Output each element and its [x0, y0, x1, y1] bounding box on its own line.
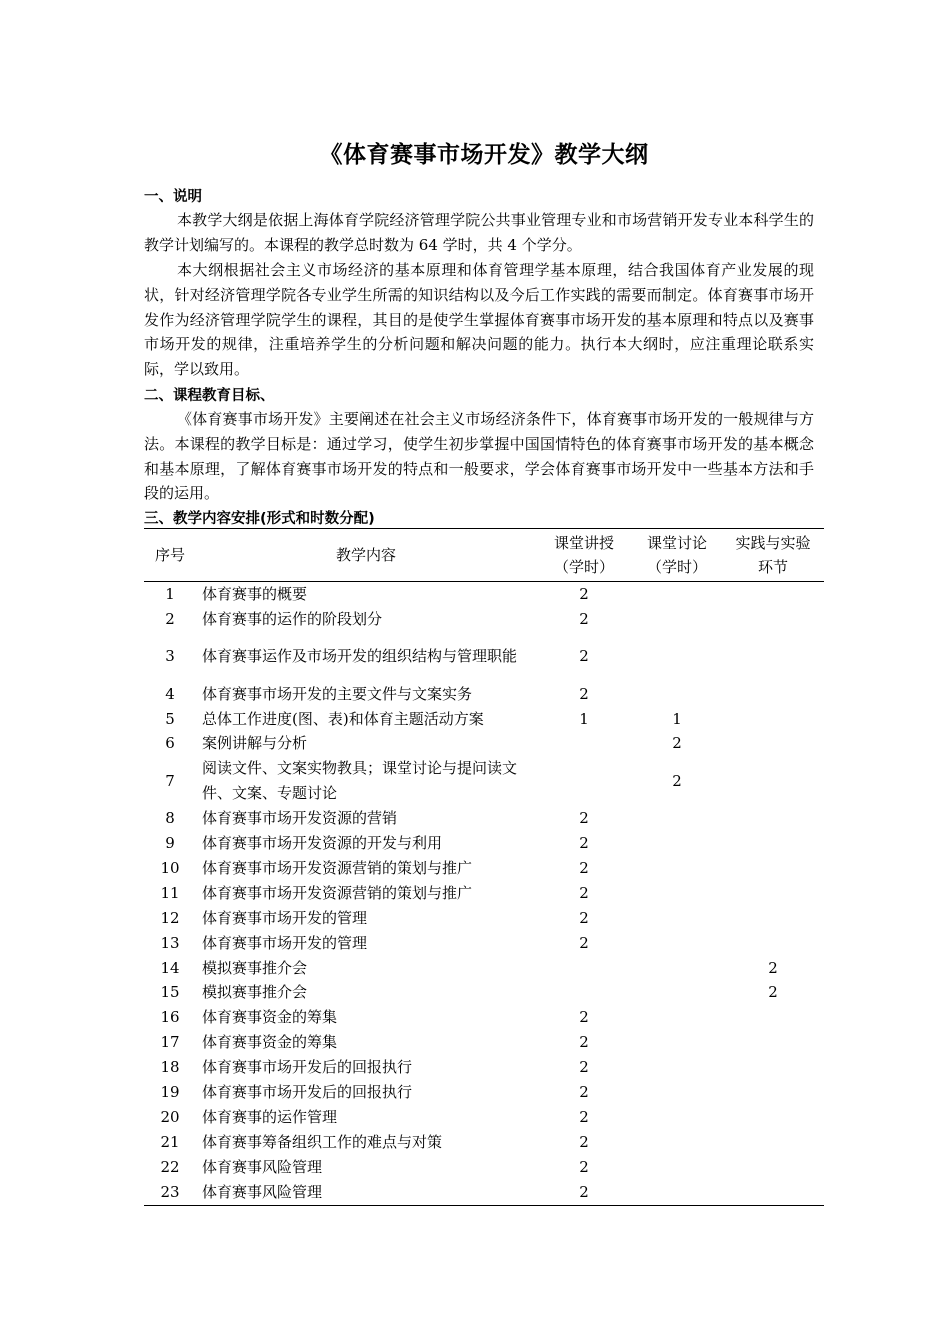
row-practice-hours [722, 607, 824, 632]
row-number: 21 [160, 1132, 180, 1151]
row-discussion-hours: 2 [672, 734, 682, 753]
table-row [144, 707, 824, 732]
table-row [144, 1180, 824, 1205]
row-practice-hours [722, 931, 824, 956]
row-discussion-hours [632, 632, 722, 682]
row-discussion-hours [632, 856, 722, 881]
row-practice-hours [722, 1080, 824, 1105]
table-row [144, 1055, 824, 1080]
row-discussion-hours [632, 931, 722, 956]
row-content: 体育赛事资金的筹集 [202, 1033, 338, 1052]
row-number: 11 [160, 883, 180, 902]
section-3-heading: 三、教学内容安排(形式和时数分配) [144, 511, 375, 527]
row-discussion-hours [632, 582, 722, 607]
row-practice-hours [722, 1055, 824, 1080]
row-discussion-hours [632, 956, 722, 981]
row-content: 体育赛事市场开发的管理 [202, 933, 368, 952]
table-row [144, 806, 824, 831]
row-number: 10 [160, 858, 180, 877]
row-content: 体育赛事市场开发后的回报执行 [202, 1083, 413, 1102]
row-lecture-hours: 2 [579, 834, 589, 853]
row-content: 阅读文件、文案实物教具；课堂讨论与提问读文件、文案、专题讨论 [202, 759, 518, 803]
row-number: 5 [165, 709, 175, 728]
table-row [144, 1155, 824, 1180]
header-lecture [536, 529, 632, 582]
row-content: 体育赛事市场开发的主要文件与文案实务 [202, 684, 473, 703]
row-lecture-hours: 2 [579, 684, 589, 703]
table-row [144, 956, 824, 981]
row-content: 体育赛事市场开发资源营销的策划与推广 [202, 883, 473, 902]
row-content: 体育赛事市场开发资源的营销 [202, 809, 398, 828]
row-practice-hours [722, 582, 824, 607]
row-lecture-hours: 2 [579, 933, 589, 952]
row-lecture-hours: 2 [579, 609, 589, 628]
row-number: 12 [160, 908, 180, 927]
table-row [144, 856, 824, 881]
row-number: 4 [165, 684, 175, 703]
row-lecture-hours: 2 [579, 1083, 589, 1102]
row-number: 20 [160, 1108, 180, 1127]
row-discussion-hours [632, 1105, 722, 1130]
section-2-heading: 二、课程教育目标、 [144, 388, 275, 404]
row-lecture-hours: 2 [579, 1132, 589, 1151]
header-practice-label: 实践与实验 [735, 534, 811, 552]
row-content: 体育赛事筹备组织工作的难点与对策 [202, 1132, 443, 1151]
table-row [144, 1105, 824, 1130]
row-lecture-hours [536, 731, 632, 756]
row-content: 案例讲解与分析 [202, 734, 308, 753]
schedule-table [144, 528, 824, 1206]
row-content: 体育赛事资金的筹集 [202, 1008, 338, 1027]
table-row [144, 582, 824, 607]
row-practice-hours: 2 [768, 958, 778, 977]
row-discussion-hours [632, 906, 722, 931]
row-practice-hours [722, 731, 824, 756]
row-lecture-hours: 2 [579, 883, 589, 902]
row-content: 体育赛事市场开发资源的开发与利用 [202, 834, 443, 853]
row-number: 17 [160, 1033, 180, 1052]
row-practice-hours [722, 856, 824, 881]
row-practice-hours [722, 806, 824, 831]
row-lecture-hours: 2 [579, 809, 589, 828]
row-discussion-hours [632, 1030, 722, 1055]
header-practice [722, 529, 824, 582]
row-content: 体育赛事的概要 [202, 585, 308, 603]
row-content: 总体工作进度(图、表)和体育主题活动方案 [202, 709, 484, 728]
row-practice-hours [722, 1105, 824, 1130]
table-body [144, 582, 824, 1206]
row-content: 体育赛事运作及市场开发的组织结构与管理职能 [202, 647, 518, 666]
table-row [144, 831, 824, 856]
row-content: 体育赛事的运作管理 [202, 1108, 338, 1127]
header-no: 序号 [144, 529, 196, 582]
row-lecture-hours: 2 [579, 1058, 589, 1077]
row-number: 7 [165, 771, 175, 790]
row-practice-hours [722, 682, 824, 707]
row-number: 19 [160, 1083, 180, 1102]
header-lecture-unit: （学时） [553, 558, 614, 576]
table-row [144, 1005, 824, 1030]
row-discussion-hours [632, 607, 722, 632]
row-content: 体育赛事风险管理 [202, 1157, 323, 1176]
row-number: 8 [165, 809, 175, 828]
row-discussion-hours [632, 1155, 722, 1180]
row-discussion-hours: 1 [672, 709, 682, 728]
row-lecture-hours: 2 [579, 1182, 589, 1201]
section-1-heading: 一、说明 [144, 189, 202, 205]
row-lecture-hours: 2 [579, 858, 589, 877]
table-row [144, 980, 824, 1005]
row-number: 3 [165, 647, 175, 666]
row-practice-hours [722, 881, 824, 906]
row-practice-hours [722, 831, 824, 856]
row-discussion-hours [632, 980, 722, 1005]
row-content: 模拟赛事推介会 [202, 983, 308, 1002]
section-2-paragraph-1: 《体育赛事市场开发》主要阐述在社会主义市场经济条件下，体育赛事市场开发的一般规律与方法。本课程的教学目标是：通过学习，使学生初步掌握中国国情特色的体育赛事市场开发的基本概念和基本原理，了解体育赛事市场开发的特点和一般要求，学会体育赛事市场开发中一些基本方法和手段的运用。 [144, 410, 814, 503]
row-number: 2 [165, 609, 175, 628]
row-practice-hours [722, 1180, 824, 1205]
row-number: 16 [160, 1008, 180, 1027]
table-row [144, 1130, 824, 1155]
table-row [144, 632, 824, 682]
row-lecture-hours: 2 [579, 908, 589, 927]
row-number: 18 [160, 1058, 180, 1077]
row-lecture-hours: 2 [579, 1157, 589, 1176]
row-lecture-hours: 2 [579, 1033, 589, 1052]
row-lecture-hours [536, 756, 632, 806]
row-lecture-hours: 2 [579, 1108, 589, 1127]
row-discussion-hours [632, 1055, 722, 1080]
row-discussion-hours [632, 682, 722, 707]
header-discussion-label: 课堂讨论 [646, 534, 707, 552]
row-content: 体育赛事风险管理 [202, 1182, 323, 1201]
row-lecture-hours [536, 956, 632, 981]
row-number: 1 [165, 585, 175, 603]
row-number: 22 [160, 1157, 180, 1176]
section-1-paragraph-2: 本大纲根据社会主义市场经济的基本原理和体育管理学基本原理，结合我国体育产业发展的现状，针对经济管理学院各专业学生所需的知识结构以及今后工作实践的需要而制定。体育赛事市场开发作为经济管理学院学生的课程，其目的是使学生掌握体育赛事市场开发的基本原理和特点以及赛事市场开发的规律，注重培养学生的分析问题和解决问题的能力。执行本大纲时，应注重理论联系实际，学以致用。 [144, 261, 814, 379]
table-header-row [144, 529, 824, 582]
header-discussion-unit: （学时） [646, 558, 707, 576]
row-discussion-hours [632, 1080, 722, 1105]
row-lecture-hours: 1 [579, 709, 589, 728]
row-practice-hours [722, 1155, 824, 1180]
section-1-paragraph-1: 本教学大纲是依据上海体育学院经济管理学院公共事业管理专业和市场营销开发专业本科学生的教学计划编写的。本课程的教学总时数为 64 学时，共 4 个学分。 [144, 211, 814, 254]
row-discussion-hours [632, 881, 722, 906]
row-practice-hours [722, 1130, 824, 1155]
row-content: 体育赛事市场开发后的回报执行 [202, 1058, 413, 1077]
row-practice-hours [722, 1030, 824, 1055]
table-row [144, 607, 824, 632]
page-title: 《体育赛事市场开发》教学大纲 [319, 142, 649, 168]
row-content: 体育赛事市场开发资源营销的策划与推广 [202, 858, 473, 877]
row-number: 6 [165, 734, 175, 753]
table-row [144, 931, 824, 956]
row-practice-hours [722, 756, 824, 806]
row-practice-hours [722, 1005, 824, 1030]
row-number: 14 [160, 958, 180, 977]
row-lecture-hours [536, 980, 632, 1005]
header-practice-unit: 环节 [757, 558, 788, 576]
row-content: 模拟赛事推介会 [202, 958, 308, 977]
table-row [144, 756, 824, 806]
row-practice-hours [722, 906, 824, 931]
row-number: 13 [160, 933, 180, 952]
table-row [144, 731, 824, 756]
header-discussion [632, 529, 722, 582]
row-practice-hours [722, 632, 824, 682]
table-row [144, 881, 824, 906]
row-number: 15 [160, 983, 180, 1002]
row-discussion-hours [632, 1130, 722, 1155]
row-lecture-hours: 2 [579, 1008, 589, 1027]
row-discussion-hours [632, 1005, 722, 1030]
row-discussion-hours [632, 831, 722, 856]
table-row [144, 906, 824, 931]
row-content: 体育赛事市场开发的管理 [202, 908, 368, 927]
row-lecture-hours: 2 [579, 647, 589, 666]
row-practice-hours: 2 [768, 983, 778, 1002]
table-row [144, 1080, 824, 1105]
row-number: 23 [160, 1182, 180, 1201]
row-discussion-hours [632, 806, 722, 831]
row-practice-hours [722, 707, 824, 732]
header-content: 教学内容 [196, 529, 536, 582]
row-content: 体育赛事的运作的阶段划分 [202, 609, 383, 628]
row-discussion-hours: 2 [672, 771, 682, 790]
row-lecture-hours: 2 [579, 585, 589, 603]
table-row [144, 1030, 824, 1055]
row-discussion-hours [632, 1180, 722, 1205]
header-lecture-label: 课堂讲授 [553, 534, 614, 552]
table-row [144, 682, 824, 707]
row-number: 9 [165, 834, 175, 853]
